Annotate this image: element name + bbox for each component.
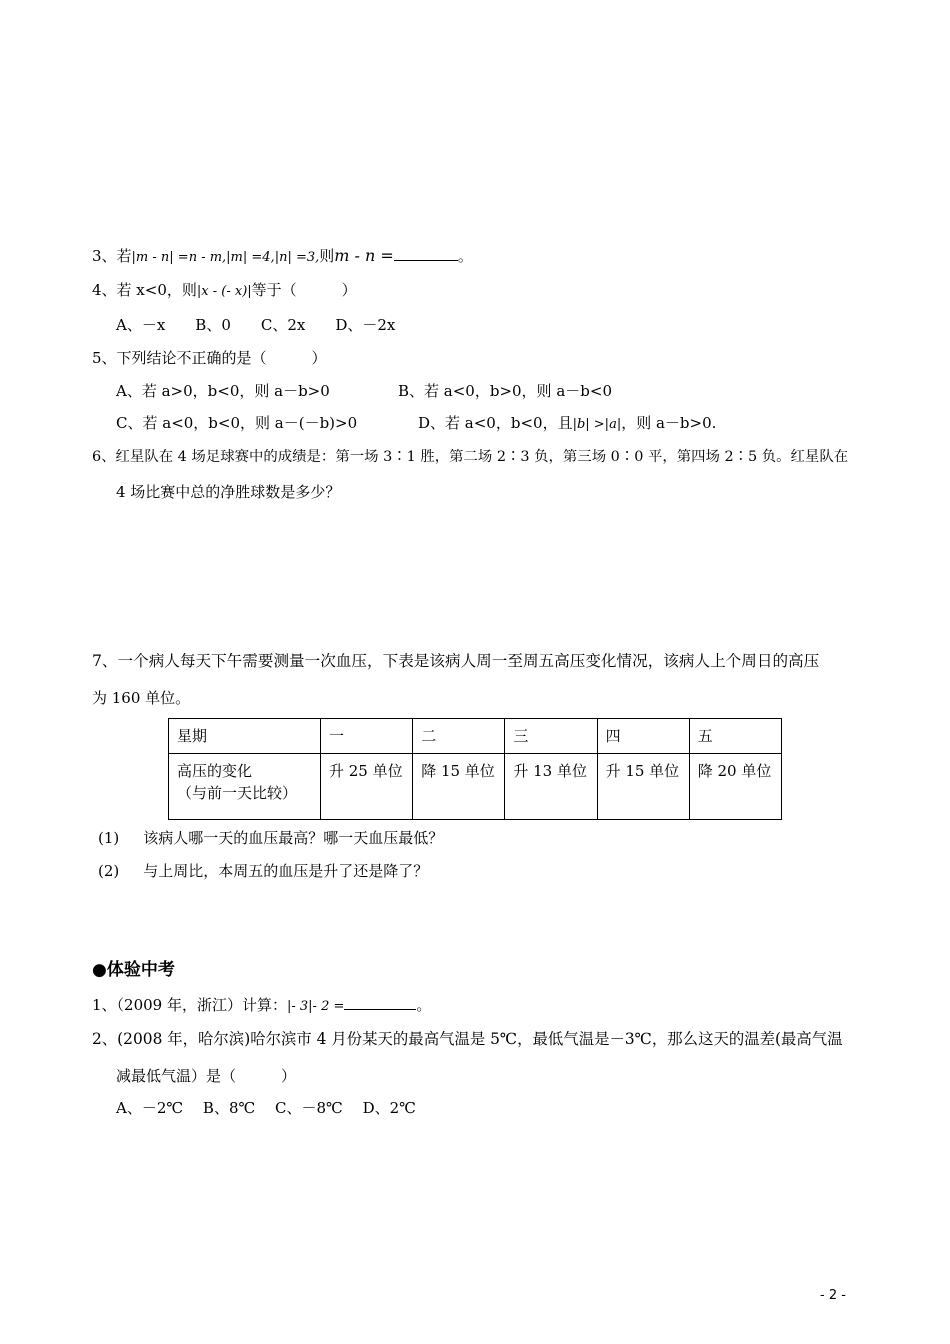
question-4-expression: |x - (- x)| xyxy=(196,284,252,299)
sub-question-1-number: (1) xyxy=(98,829,120,847)
exam-question-1-end: 。 xyxy=(416,996,432,1014)
question-3-end: 。 xyxy=(457,247,473,265)
exam-question-1-expression: |- 3|- 2 = xyxy=(287,999,345,1014)
question-5-option-c: C、若 a<0，b<0，则 a－(－b)>0 xyxy=(116,414,358,432)
question-7-sub-1 xyxy=(98,828,443,848)
sub-question-2-text: 与上周比，本周五的血压是升了还是降了？ xyxy=(143,862,429,880)
question-4-text: 4、若 x<0，则 xyxy=(92,281,197,299)
sub-question-1-text: 该病人哪一天的血压最高？哪一天血压最低？ xyxy=(143,829,444,847)
answer-blank xyxy=(394,246,458,261)
row-label-line-1: 高压的变化 xyxy=(177,762,253,780)
table-cell-change-thu: 升 15 单位 xyxy=(597,754,689,820)
question-3-number: 3、若 xyxy=(92,247,132,265)
table-cell-change-tue: 降 15 单位 xyxy=(413,754,505,820)
page-number: - 2 - xyxy=(820,1288,846,1303)
table-day-wed: 三 xyxy=(505,719,597,754)
question-7-line-2: 为 160 单位。 xyxy=(92,689,191,707)
question-5-option-a: A、若 a>0，b<0，则 a－b>0 xyxy=(116,382,330,400)
table-day-fri: 五 xyxy=(689,719,781,754)
section-title: ●体验中考 xyxy=(92,960,175,980)
question-5-option-d-prefix: D、若 a<0，b<0，且 xyxy=(418,414,573,432)
question-7-line-1: 7、一个病人每天下午需要测量一次血压，下表是该病人周一至周五高压变化情况，该病人上个周日的高压 xyxy=(92,652,820,670)
blood-pressure-table xyxy=(168,718,782,820)
exam-question-2-line-2: 减最低气温）是（ ） xyxy=(116,1067,297,1085)
exam-question-1 xyxy=(92,995,431,1017)
question-4-options: A、－x B、0 C、2x D、－2x xyxy=(116,316,396,334)
question-5-option-b: B、若 a<0，b>0，则 a－b<0 xyxy=(398,382,612,400)
table-cell-change-fri: 降 20 单位 xyxy=(689,754,781,820)
exam-question-2-line-1: 2、(2008 年，哈尔滨)哈尔滨市 4 月份某天的最高气温是 5℃，最低气温是－3℃，那么这天的温差(最高气温 xyxy=(92,1030,843,1048)
question-5-option-d-expression: |b| >|a| xyxy=(572,417,622,432)
table-header-row xyxy=(169,719,782,754)
table-header-label: 星期 xyxy=(169,719,321,754)
table-row xyxy=(169,754,782,820)
question-7-sub-2 xyxy=(98,861,428,881)
table-cell-change-mon: 升 25 单位 xyxy=(321,754,413,820)
question-3-condition: |m - n| =n - m,|m| =4,|n| =3, xyxy=(131,250,320,265)
question-3-then: 则 xyxy=(319,247,335,265)
question-5-option-d-suffix: ，则 a－b>0. xyxy=(621,414,717,432)
exam-question-1-text: 1、（2009 年，浙江）计算： xyxy=(92,996,287,1014)
question-3 xyxy=(92,246,473,268)
table-day-mon: 一 xyxy=(321,719,413,754)
table-day-tue: 二 xyxy=(413,719,505,754)
exam-question-2-options: A、－2℃ B、8℃ C、－8℃ D、2℃ xyxy=(116,1099,416,1117)
question-4-tail: 等于（ ） xyxy=(251,281,357,299)
question-6-line-1: 6、红星队在 4 场足球赛中的成绩是：第一场 3∶1 胜，第二场 2∶3 负，第三场 0∶0 平，第四场 2∶5 负。红星队在 xyxy=(92,449,849,465)
table-row-label xyxy=(169,754,321,820)
row-label-line-2: （与前一天比较） xyxy=(177,784,298,802)
question-6-line-2: 4 场比赛中总的净胜球数是多少？ xyxy=(116,483,341,501)
table-day-thu: 四 xyxy=(597,719,689,754)
sub-question-2-number: (2) xyxy=(98,862,120,880)
table-cell-change-wed: 升 13 单位 xyxy=(505,754,597,820)
question-4 xyxy=(92,280,357,302)
answer-blank xyxy=(344,995,416,1010)
question-5-option-d xyxy=(418,413,716,435)
question-5: 5、下列结论不正确的是（ ） xyxy=(92,349,327,367)
question-3-target: m - n = xyxy=(334,246,394,265)
